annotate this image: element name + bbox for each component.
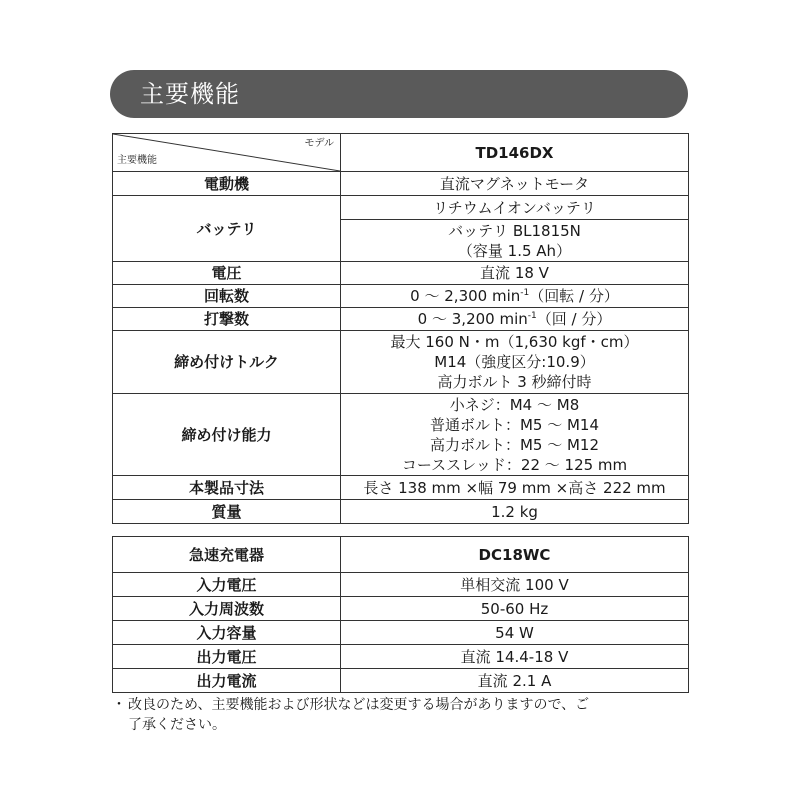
capacity-line: 高力ボルト：M5 ～ M12: [429, 435, 600, 454]
impact-value-main: 0 ～ 3,200 min: [417, 310, 528, 328]
footnote-bullet: ・: [112, 697, 126, 713]
rpm-value-unit: （回転 / 分）: [529, 287, 619, 305]
table-row: [113, 172, 689, 196]
battery-capacity: （容量 1.5 Ah）: [457, 241, 572, 260]
output-voltage-label: 出力電圧: [113, 645, 341, 669]
table-row: [113, 500, 689, 524]
spec-table: [112, 133, 689, 524]
model-name: TD146DX: [341, 134, 689, 172]
table-row: [113, 331, 689, 394]
output-voltage-value: 直流 14.4-18 V: [341, 645, 689, 669]
output-current-value: 直流 2.1 A: [341, 669, 689, 693]
motor-value: 直流マグネットモータ: [341, 172, 689, 196]
table-row: [113, 621, 689, 645]
input-voltage-value: 単相交流 100 V: [341, 573, 689, 597]
footnote: [112, 695, 692, 735]
table-row: [113, 573, 689, 597]
table-header-corner: [113, 134, 341, 172]
function-row-label: 主要機能: [117, 155, 157, 166]
motor-label: 電動機: [113, 172, 341, 196]
battery-type: リチウムイオンバッテリ: [341, 196, 689, 220]
torque-line: 最大 160 N・m（1,630 kgf・cm）: [390, 333, 639, 351]
footnote-line-2: 了承ください。: [128, 717, 226, 733]
table-row: [113, 262, 689, 285]
impact-value: [341, 308, 689, 331]
charger-model: DC18WC: [341, 537, 689, 573]
input-capacity-value: 54 W: [341, 621, 689, 645]
battery-label: バッテリ: [113, 196, 341, 262]
torque-label: 締め付けトルク: [113, 331, 341, 394]
capacity-label: 締め付け能力: [113, 394, 341, 476]
section-title: [110, 70, 688, 118]
capacity-line: 小ネジ：M4 ～ M8: [449, 395, 580, 414]
impact-label: 打撃数: [113, 308, 341, 331]
battery-model-cell: [341, 220, 689, 262]
table-row: [113, 669, 689, 693]
table-header-row: [113, 134, 689, 172]
input-frequency-label: 入力周波数: [113, 597, 341, 621]
weight-label: 質量: [113, 500, 341, 524]
battery-model: バッテリ BL1815N: [448, 221, 581, 240]
torque-line: M14（強度区分:10.9）: [434, 353, 595, 371]
capacity-line: コーススレッド：22 ～ 125 mm: [401, 455, 628, 474]
section-title-text: 主要機能: [140, 80, 240, 108]
rpm-value-sup: -1: [520, 288, 530, 298]
footnote-line-1: 改良のため、主要機能および形状などは変更する場合がありますので、ご: [128, 697, 590, 713]
table-row: [113, 597, 689, 621]
voltage-value: 直流 18 V: [341, 262, 689, 285]
input-capacity-label: 入力容量: [113, 621, 341, 645]
torque-line: 高力ボルト 3 秒締付時: [437, 373, 592, 391]
table-row: [113, 308, 689, 331]
rpm-value-main: 0 ～ 2,300 min: [410, 287, 521, 305]
table-row: [113, 645, 689, 669]
input-voltage-label: 入力電圧: [113, 573, 341, 597]
capacity-line: 普通ボルト：M5 ～ M14: [429, 415, 600, 434]
charger-label: 急速充電器: [113, 537, 341, 573]
rpm-label: 回転数: [113, 285, 341, 308]
dimensions-label: 本製品寸法: [113, 476, 341, 500]
capacity-value: [341, 394, 689, 476]
table-row: [113, 196, 689, 220]
table-row: [113, 394, 689, 476]
charger-table: [112, 536, 689, 693]
dimensions-value: 長さ 138 mm ×幅 79 mm ×高さ 222 mm: [341, 476, 689, 500]
voltage-label: 電圧: [113, 262, 341, 285]
rpm-value: [341, 285, 689, 308]
weight-value: 1.2 kg: [341, 500, 689, 524]
impact-value-sup: -1: [527, 311, 537, 321]
model-column-label: モデル: [304, 138, 334, 149]
torque-value: [341, 331, 689, 394]
charger-header-row: [113, 537, 689, 573]
output-current-label: 出力電流: [113, 669, 341, 693]
input-frequency-value: 50-60 Hz: [341, 597, 689, 621]
impact-value-unit: （回 / 分）: [536, 310, 612, 328]
table-row: [113, 476, 689, 500]
table-row: [113, 285, 689, 308]
